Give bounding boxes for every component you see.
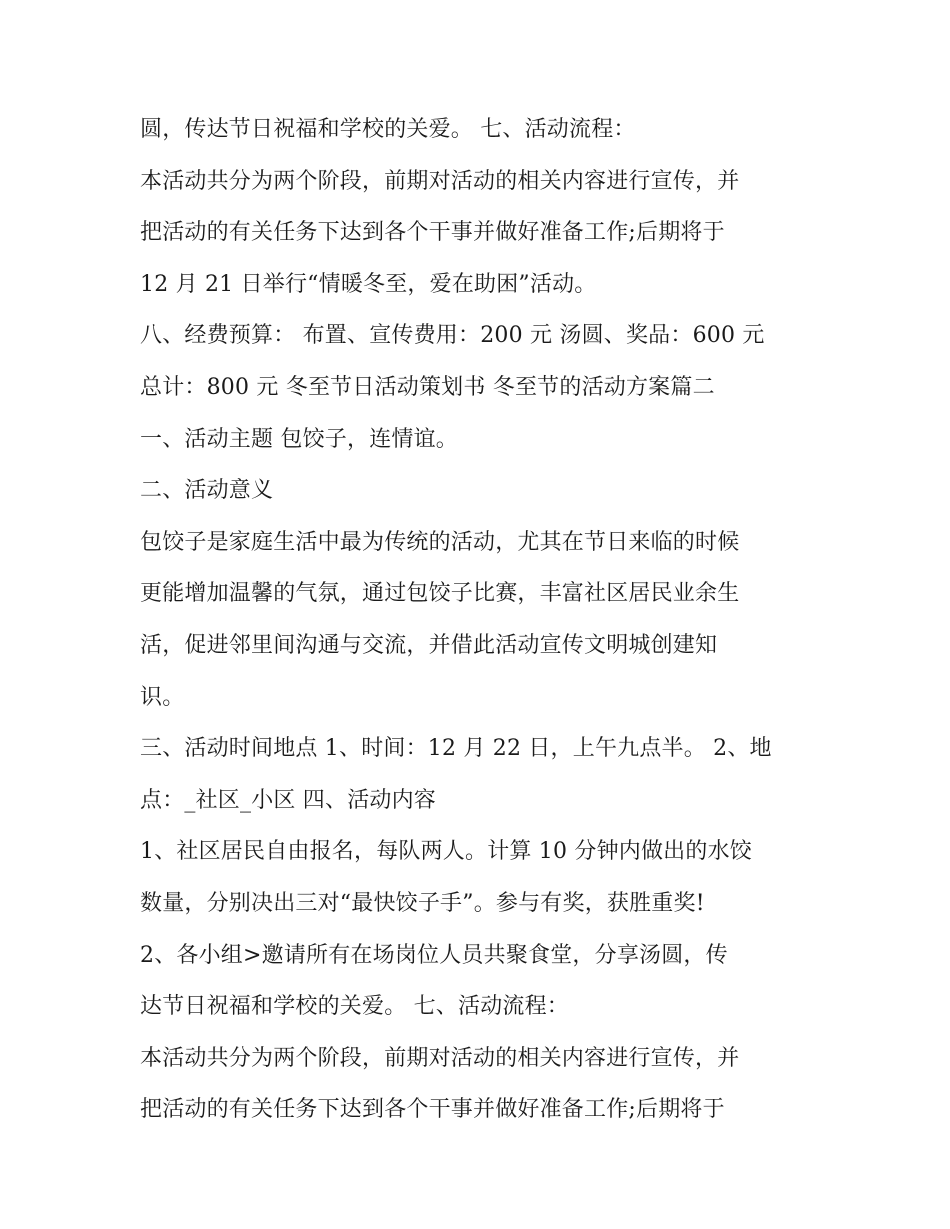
text-line: 圆，传达节日祝福和学校的关爱。 七、活动流程：: [140, 117, 636, 142]
text-line: 把活动的有关任务下达到各个干事并做好准备工作;后期将于: [140, 1097, 725, 1123]
text-line: 2、各小组>邀请所有在场岗位人员共聚食堂，分享汤圆，传: [140, 942, 728, 968]
text-line: 二、活动意义: [140, 478, 274, 504]
text-line: 更能增加温馨的气氛，通过包饺子比赛，丰富社区居民业余生: [140, 581, 740, 607]
text-line: 达节日祝福和学校的关爱。 七、活动流程：: [140, 994, 569, 1020]
body-text: [140, 104, 820, 1136]
text-line: 本活动共分为两个阶段，前期对活动的相关内容进行宣传，并: [140, 168, 740, 194]
text-line: 识。: [140, 684, 185, 710]
text-line: 本活动共分为两个阶段，前期对活动的相关内容进行宣传，并: [140, 1045, 740, 1071]
text-line: 包饺子是家庭生活中最为传统的活动，尤其在节日来临的时候: [140, 529, 740, 555]
text-line: 三、活动时间地点 1、时间：12 月 22 日，上午九点半。 2、地: [140, 736, 772, 762]
text-line: 把活动的有关任务下达到各个干事并做好准备工作;后期将于: [140, 220, 725, 246]
text-line: 12 月 21 日举行“情暖冬至，爱在助困”活动。: [140, 271, 597, 297]
text-line: 八、经费预算： 布置、宣传费用：200 元 汤圆、奖品：600 元: [140, 323, 765, 349]
text-line: 一、活动主题 包饺子，连情谊。: [140, 426, 458, 452]
text-line: 1、社区居民自由报名，每队两人。计算 10 分钟内做出的水饺: [140, 839, 752, 865]
text-line: 活，促进邻里间沟通与交流，并借此活动宣传文明城创建知: [140, 632, 718, 658]
text-line: 点：_社区_小区 四、活动内容: [140, 787, 436, 813]
text-line: 数量，分别决出三对“最快饺子手”。参与有奖，获胜重奖!: [140, 890, 705, 916]
text-line: 总计：800 元 冬至节日活动策划书 冬至节的活动方案篇二: [140, 374, 715, 400]
